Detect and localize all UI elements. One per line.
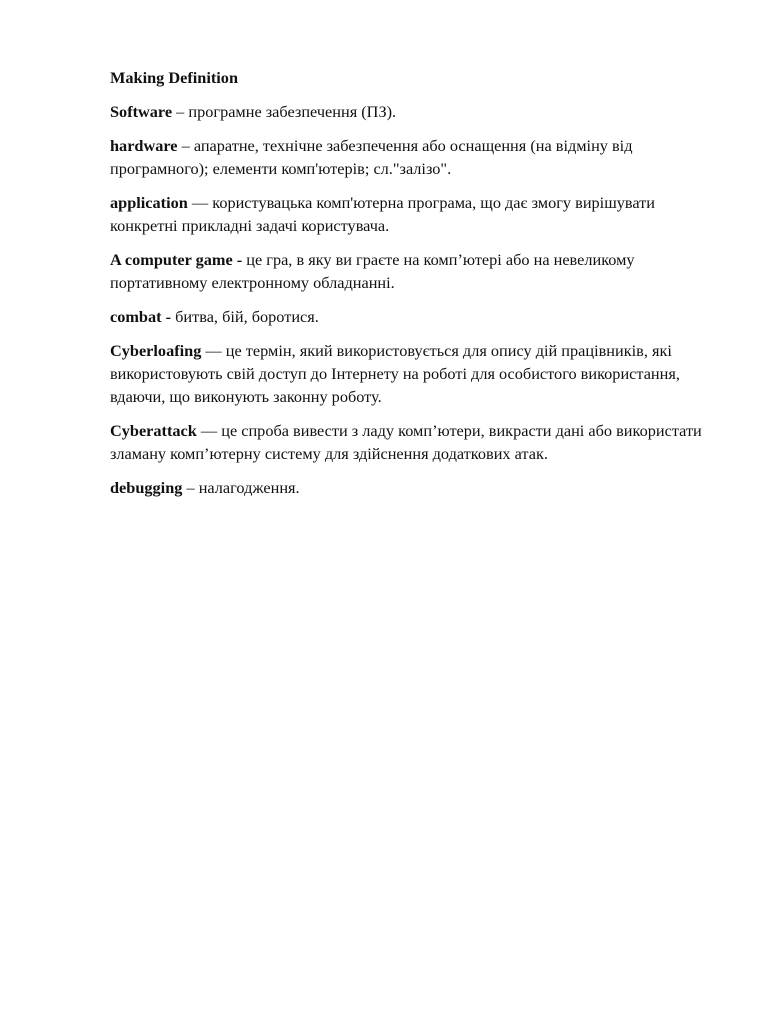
definition-entry-cyberattack xyxy=(110,419,710,465)
definition: — користувацька комп'ютерна програма, що дає змогу вирішувати конкретні прикладні задачі користувача. xyxy=(110,193,655,235)
term: Cyberloafing xyxy=(110,341,202,360)
definition: битва, бій, боротися. xyxy=(171,307,319,326)
term: A computer game - xyxy=(110,250,243,269)
definition-entry-cyberloafing xyxy=(110,339,710,408)
definition: — це спроба вивести з ладу комп’ютери, викрасти дані або використати зламану комп’ютерну систему для здійснення додаткових атак. xyxy=(110,421,702,463)
term: Cyberattack xyxy=(110,421,197,440)
definition-entry-debugging xyxy=(110,476,710,499)
term: debugging xyxy=(110,478,183,497)
definition-entry-combat xyxy=(110,305,710,328)
term: application xyxy=(110,193,188,212)
definition: – апаратне, технічне забезпечення або оснащення (на відміну від програмного); елементи комп'ютерів; сл."залізо". xyxy=(110,136,633,178)
definition: – програмне забезпечення (ПЗ). xyxy=(172,102,397,121)
definition: це гра, в яку ви граєте на комп’ютері або на невеликому портативному електронному обладнанні. xyxy=(110,250,635,292)
definition: — це термін, який використовується для опису дій працівників, які використовують свій доступ до Інтернету на роботі для особистого використання, вдаючи, що виконують законну роботу. xyxy=(110,341,680,406)
definition-entry-application xyxy=(110,191,710,237)
document-title: Making Definition xyxy=(110,68,239,87)
term: hardware xyxy=(110,136,178,155)
term: combat - xyxy=(110,307,172,326)
document-body xyxy=(110,66,710,510)
definition-entry-software xyxy=(110,100,710,123)
definition-entry-hardware xyxy=(110,134,710,180)
definition-entry-computer-game xyxy=(110,248,710,294)
definition: – налагодження. xyxy=(182,478,300,497)
term: Software xyxy=(110,102,173,121)
